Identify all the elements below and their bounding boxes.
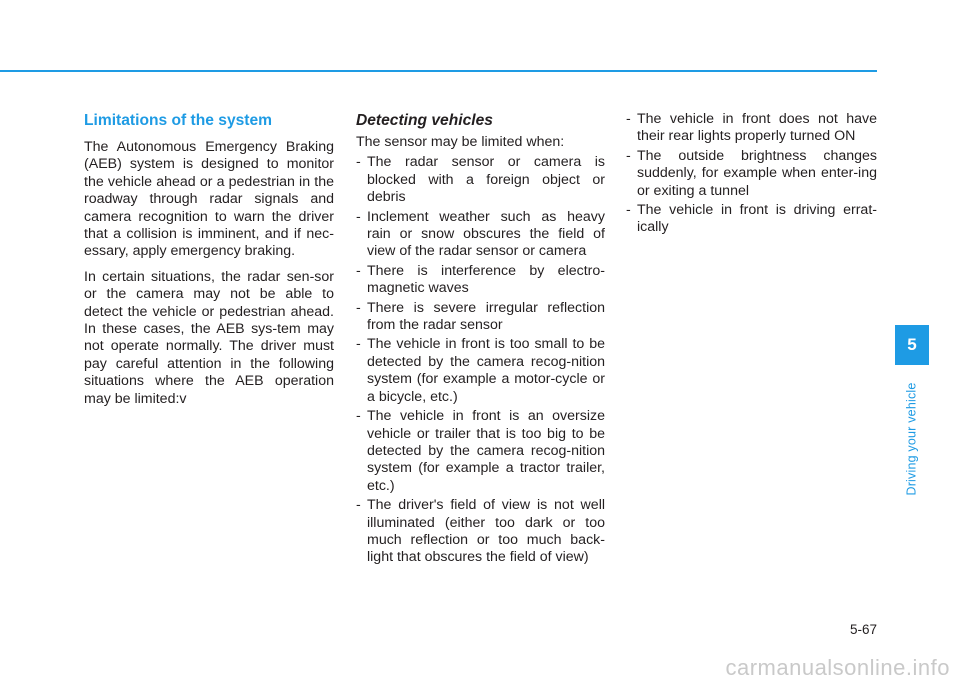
- section-heading: Limitations of the system: [84, 112, 273, 129]
- body-paragraph: The Autonomous Emergency Braking (AEB) system is designed to monitor the vehicle ahead or a pedestrian in the roadway through radar signals and camera recognition to warn the driver that a collision is imminent, and if nec-essary, apply emergency braking.: [84, 139, 334, 260]
- body-paragraph: In certain situations, the radar sen-sor or the camera may not be able to detect the vehicle or pedestrian ahead. In these cases, the AEB sys-tem may not operate normally. The driver must pay careful attention in the following situations where the AEB operation may be limited:v: [84, 268, 334, 407]
- left-column: [84, 111, 334, 408]
- list-item: - The vehicle in front is an oversize vehicle or trailer that is too big to be detected by the camera recog-nition system (for example a tractor trailer, etc.): [356, 408, 605, 494]
- list-item: - Inclement weather such as heavy rain or snow obscures the field of view of the radar sensor or camera: [356, 208, 605, 260]
- dash-bullet: -: [356, 208, 361, 225]
- chapter-number-tab: 5: [895, 325, 929, 365]
- dash-bullet: -: [356, 262, 361, 279]
- chapter-title: Driving your vehicle: [905, 382, 920, 496]
- dash-bullet: -: [356, 408, 361, 425]
- list-item: - The vehicle in front is driving errat-ically: [626, 202, 877, 236]
- list-item: - The vehicle in front is too small to be detected by the camera recog-nition system (for example a motor-cycle or a bicycle, etc.): [356, 336, 605, 405]
- middle-column: [356, 111, 605, 569]
- dash-bullet: -: [356, 336, 361, 353]
- list-item: - The outside brightness changes suddenly, for example when enter-ing or exiting a tunnel: [626, 147, 877, 199]
- dash-bullet: -: [626, 111, 631, 127]
- watermark: carmanualsonline.info: [725, 655, 950, 680]
- conditions-list: [356, 154, 605, 566]
- list-item: - The vehicle in front does not have their rear lights properly turned ON: [626, 111, 877, 145]
- dash-bullet: -: [356, 497, 361, 514]
- page-number: 5-67: [849, 622, 877, 637]
- dash-bullet: -: [356, 154, 361, 171]
- top-divider: [0, 70, 877, 72]
- list-item: - There is interference by electro-magnetic waves: [356, 262, 605, 297]
- subsection-heading: Detecting vehicles: [356, 112, 493, 129]
- list-item: - There is severe irregular reflection from the radar sensor: [356, 299, 605, 334]
- conditions-intro: The sensor may be limited when:: [356, 134, 565, 150]
- conditions-list-continued: [626, 111, 877, 237]
- dash-bullet: -: [626, 202, 631, 219]
- list-item: - The driver's field of view is not well illuminated (either too dark or too much reflection or too much back-light that obscures the field of view): [356, 497, 605, 566]
- dash-bullet: -: [626, 147, 631, 164]
- list-item: - The radar sensor or camera is blocked with a foreign object or debris: [356, 154, 605, 206]
- dash-bullet: -: [356, 299, 361, 316]
- right-column: [626, 111, 877, 239]
